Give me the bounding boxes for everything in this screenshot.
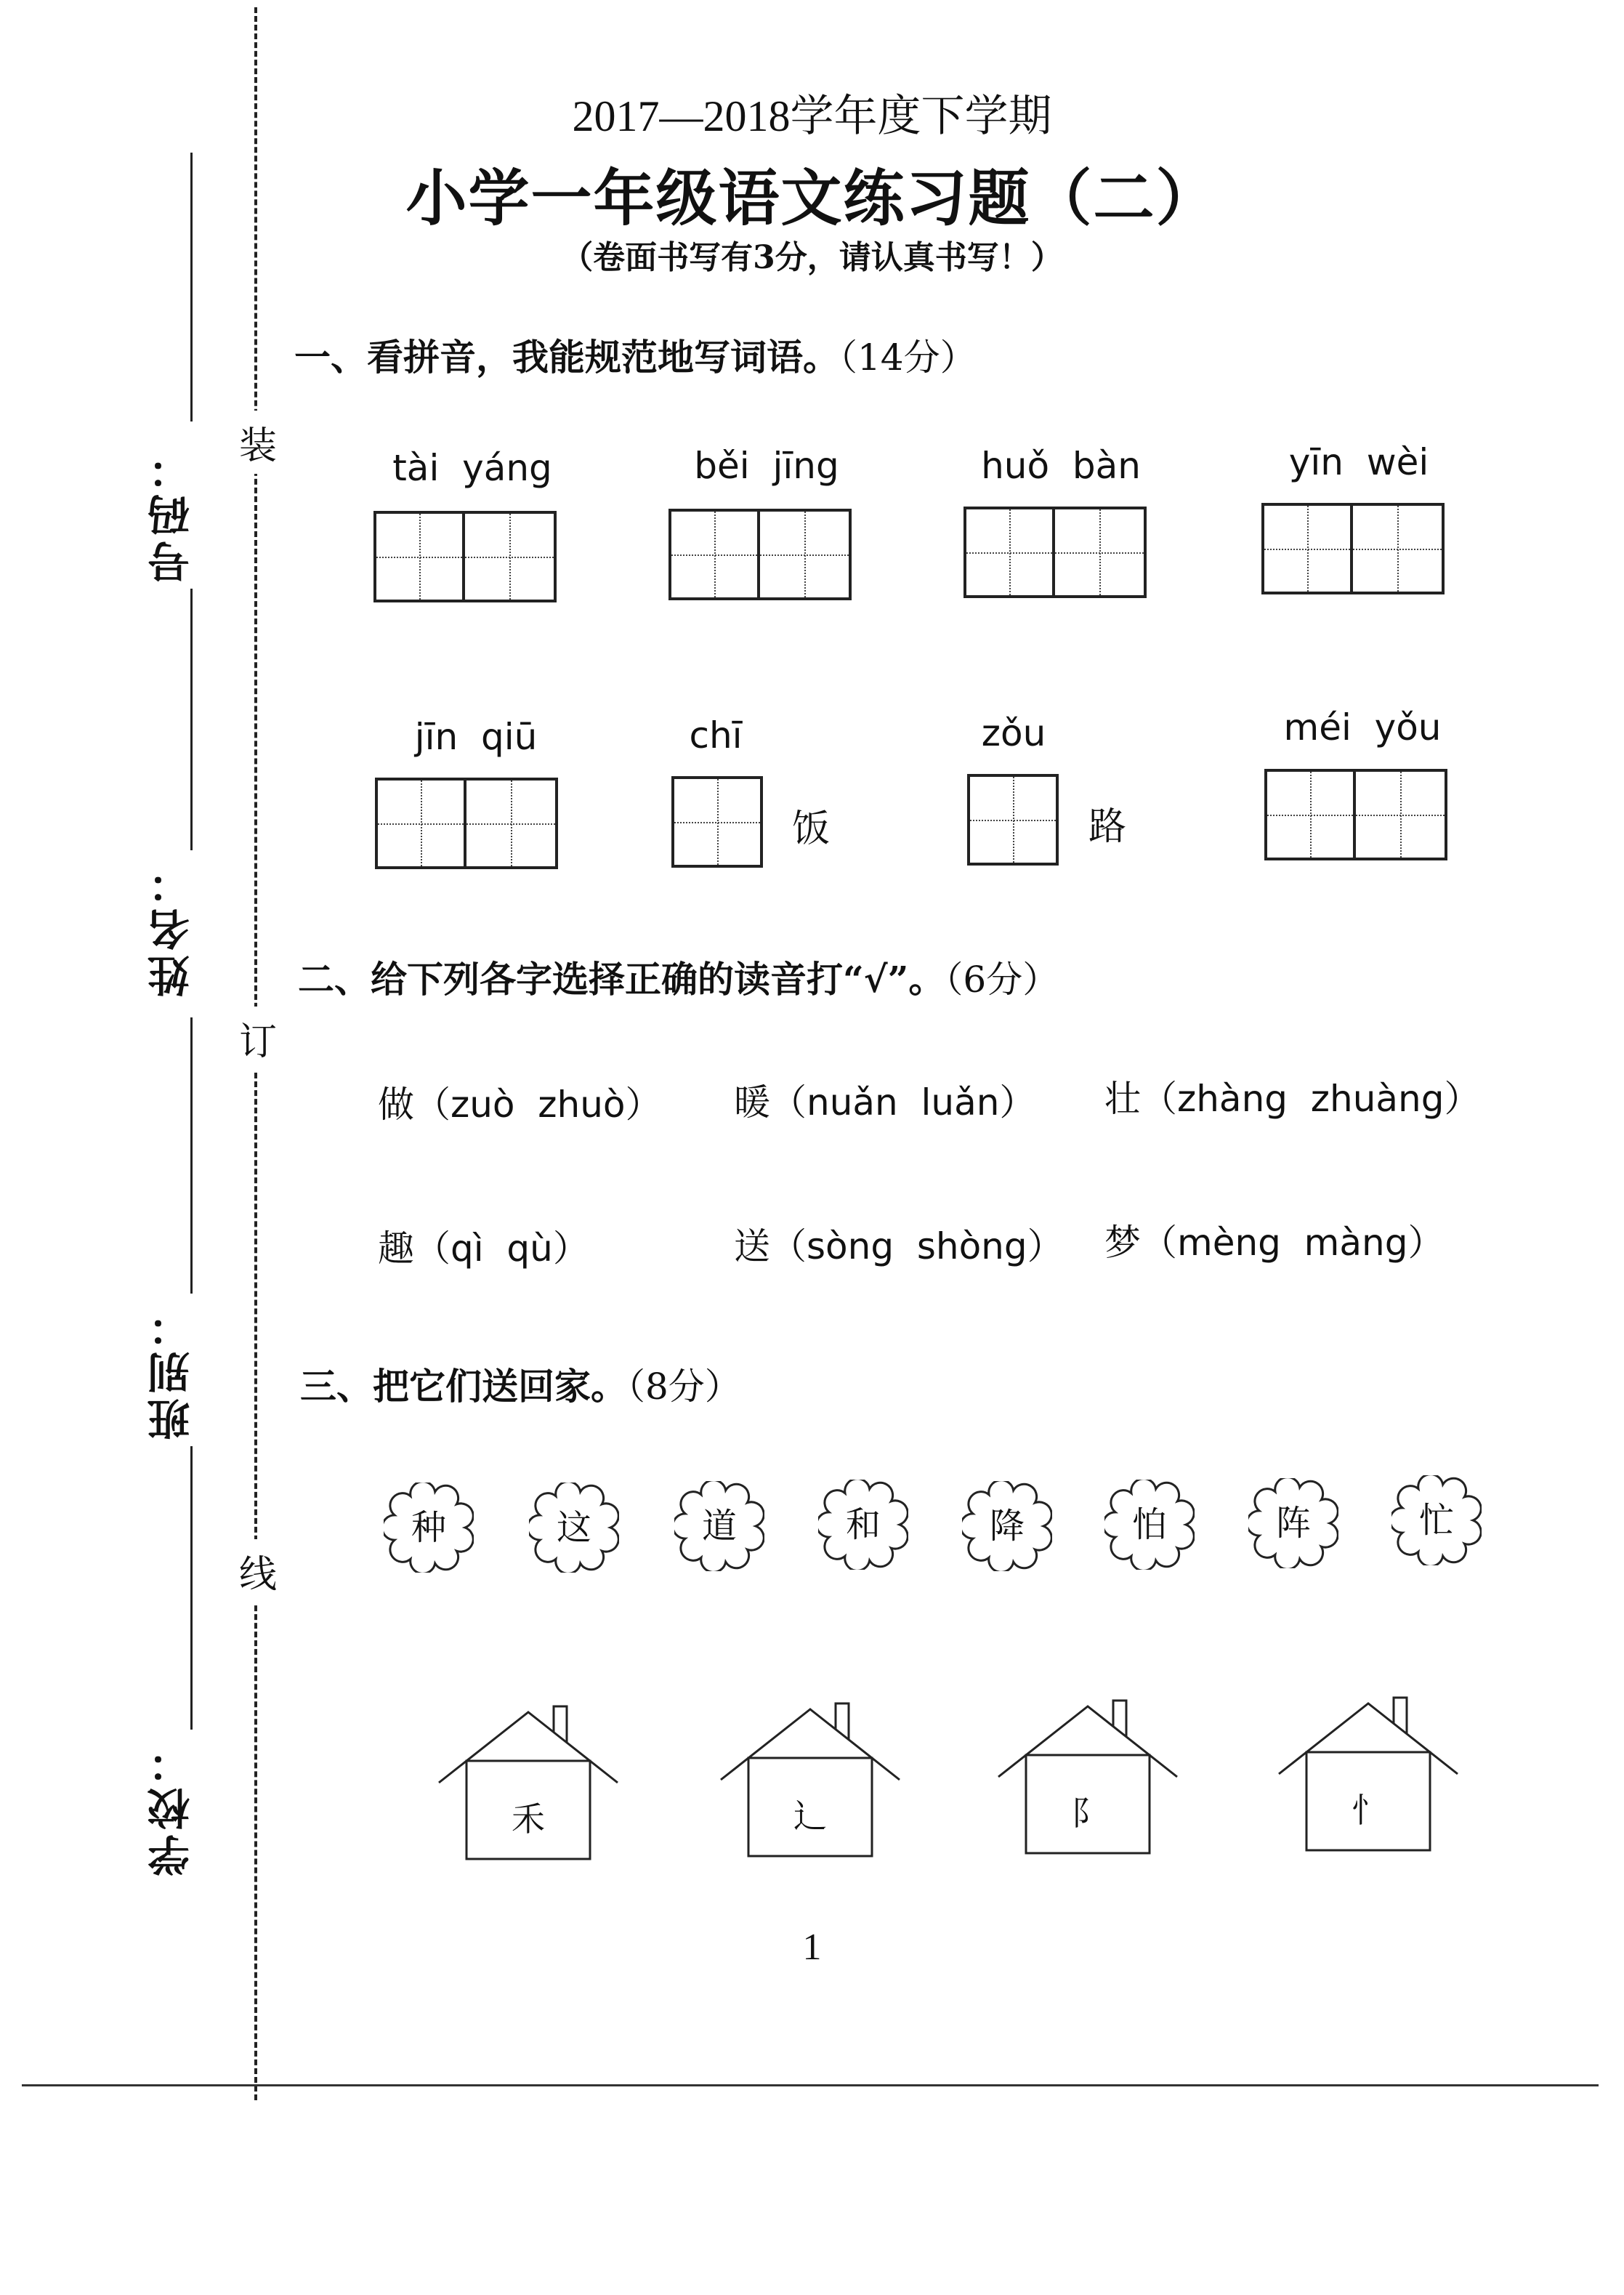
writing-grid[interactable]: [967, 774, 1059, 866]
reading-choice[interactable]: 梦（mèng màng）: [1104, 1222, 1445, 1264]
class-field-line[interactable]: [190, 1017, 193, 1294]
house-radical: 忄: [1352, 1791, 1385, 1830]
section1-score: （14分）: [839, 336, 977, 379]
reading-choice[interactable]: 壮（zhàng zhuàng）: [1104, 1078, 1481, 1120]
section1-title: 一、看拼音，我能规范地写词语。: [294, 336, 839, 379]
writing-cell[interactable]: [967, 774, 1059, 866]
house-radical: 阝: [1071, 1794, 1104, 1833]
reading-choice[interactable]: 做（zuò zhuò）: [378, 1084, 662, 1126]
section3-score: （8分）: [627, 1366, 741, 1408]
section2-heading: [298, 951, 1059, 1003]
page-number: 1: [802, 1927, 822, 1968]
reading-choice[interactable]: 暖（nuǎn luǎn）: [734, 1081, 1036, 1124]
cloud-character: 怕: [1131, 1504, 1167, 1545]
writing-cell[interactable]: [671, 776, 763, 868]
number-label: 号码：: [148, 443, 197, 583]
word-cloud[interactable]: [818, 1480, 908, 1570]
page-subtitle: （卷面书写有3分，请认真书写！）: [561, 239, 1063, 276]
word-suffix: 饭: [792, 807, 831, 851]
house-radical: 禾: [512, 1799, 545, 1839]
cloud-character: 和: [845, 1504, 881, 1545]
writing-cell[interactable]: [668, 509, 760, 600]
school-label: 学校：: [148, 1737, 197, 1876]
writing-cell[interactable]: [465, 511, 557, 602]
section3-heading: [300, 1358, 741, 1410]
writing-grid[interactable]: [373, 511, 557, 602]
cloud-character: 忙: [1418, 1500, 1454, 1541]
word-cloud[interactable]: [384, 1483, 474, 1573]
cloud-character: 道: [701, 1506, 737, 1546]
pinyin-label: běi jīng: [694, 445, 839, 487]
name-field-line[interactable]: [190, 589, 193, 850]
writing-cell[interactable]: [1264, 769, 1356, 860]
writing-cell[interactable]: [1356, 769, 1447, 860]
school-field-line[interactable]: [190, 1446, 193, 1730]
reading-choice[interactable]: 趣（qì qù）: [378, 1227, 589, 1270]
pinyin-label: jīn qiū: [414, 716, 538, 758]
pinyin-label: zǒu: [981, 712, 1046, 754]
writing-cell[interactable]: [964, 507, 1055, 598]
page-bottom-rule: [22, 2084, 1599, 2086]
writing-cell[interactable]: [1261, 503, 1353, 594]
pinyin-label: yīn wèi: [1288, 441, 1429, 483]
writing-cell[interactable]: [466, 778, 558, 869]
word-cloud[interactable]: [1104, 1480, 1195, 1570]
writing-grid[interactable]: [375, 778, 558, 869]
radical-house[interactable]: [997, 1693, 1179, 1853]
pinyin-label: chī: [689, 714, 743, 757]
cloud-character: 这: [556, 1507, 591, 1548]
writing-cell[interactable]: [760, 509, 852, 600]
class-label: 班别：: [148, 1301, 197, 1440]
writing-grid[interactable]: [1264, 769, 1447, 860]
writing-cell[interactable]: [1055, 507, 1147, 598]
word-cloud[interactable]: [529, 1483, 619, 1573]
page-title: 小学一年级语文练习题（二）: [405, 162, 1219, 234]
writing-grid[interactable]: [964, 507, 1147, 598]
binding-char-ding: 订: [236, 1007, 280, 1070]
word-cloud[interactable]: [962, 1481, 1052, 1571]
writing-cell[interactable]: [373, 511, 465, 602]
section2-score: （6分）: [945, 959, 1059, 1001]
reading-choice[interactable]: 送（sòng shòng）: [734, 1225, 1064, 1267]
pinyin-label: méi yǒu: [1283, 706, 1442, 749]
word-cloud[interactable]: [1248, 1478, 1338, 1568]
writing-grid[interactable]: [668, 509, 852, 600]
radical-house[interactable]: [1277, 1690, 1459, 1850]
radical-house[interactable]: [719, 1696, 901, 1856]
binding-char-xian: 线: [236, 1539, 280, 1602]
cloud-character: 种: [411, 1507, 446, 1548]
section1-heading: [294, 328, 977, 381]
name-label: 姓名：: [148, 858, 197, 997]
word-cloud[interactable]: [674, 1481, 764, 1571]
word-cloud[interactable]: [1391, 1475, 1482, 1565]
writing-grid[interactable]: [671, 776, 763, 868]
cloud-character: 阵: [1275, 1503, 1311, 1544]
house-radical: 辶: [793, 1796, 827, 1836]
pinyin-label: huǒ bàn: [981, 445, 1141, 487]
section2-title: 二、给下列各字选择正确的读音打“√”。: [298, 958, 945, 1001]
cloud-character: 降: [989, 1506, 1025, 1546]
radical-house[interactable]: [437, 1699, 619, 1859]
school-year: 2017—2018学年度下学期: [572, 92, 1052, 140]
word-suffix: 路: [1088, 805, 1127, 849]
writing-grid[interactable]: [1261, 503, 1445, 594]
writing-cell[interactable]: [375, 778, 466, 869]
section3-title: 三、把它们送回家。: [300, 1365, 627, 1408]
writing-cell[interactable]: [1353, 503, 1445, 594]
binding-char-zhuang: 装: [236, 411, 280, 474]
pinyin-label: tài yáng: [392, 447, 552, 489]
